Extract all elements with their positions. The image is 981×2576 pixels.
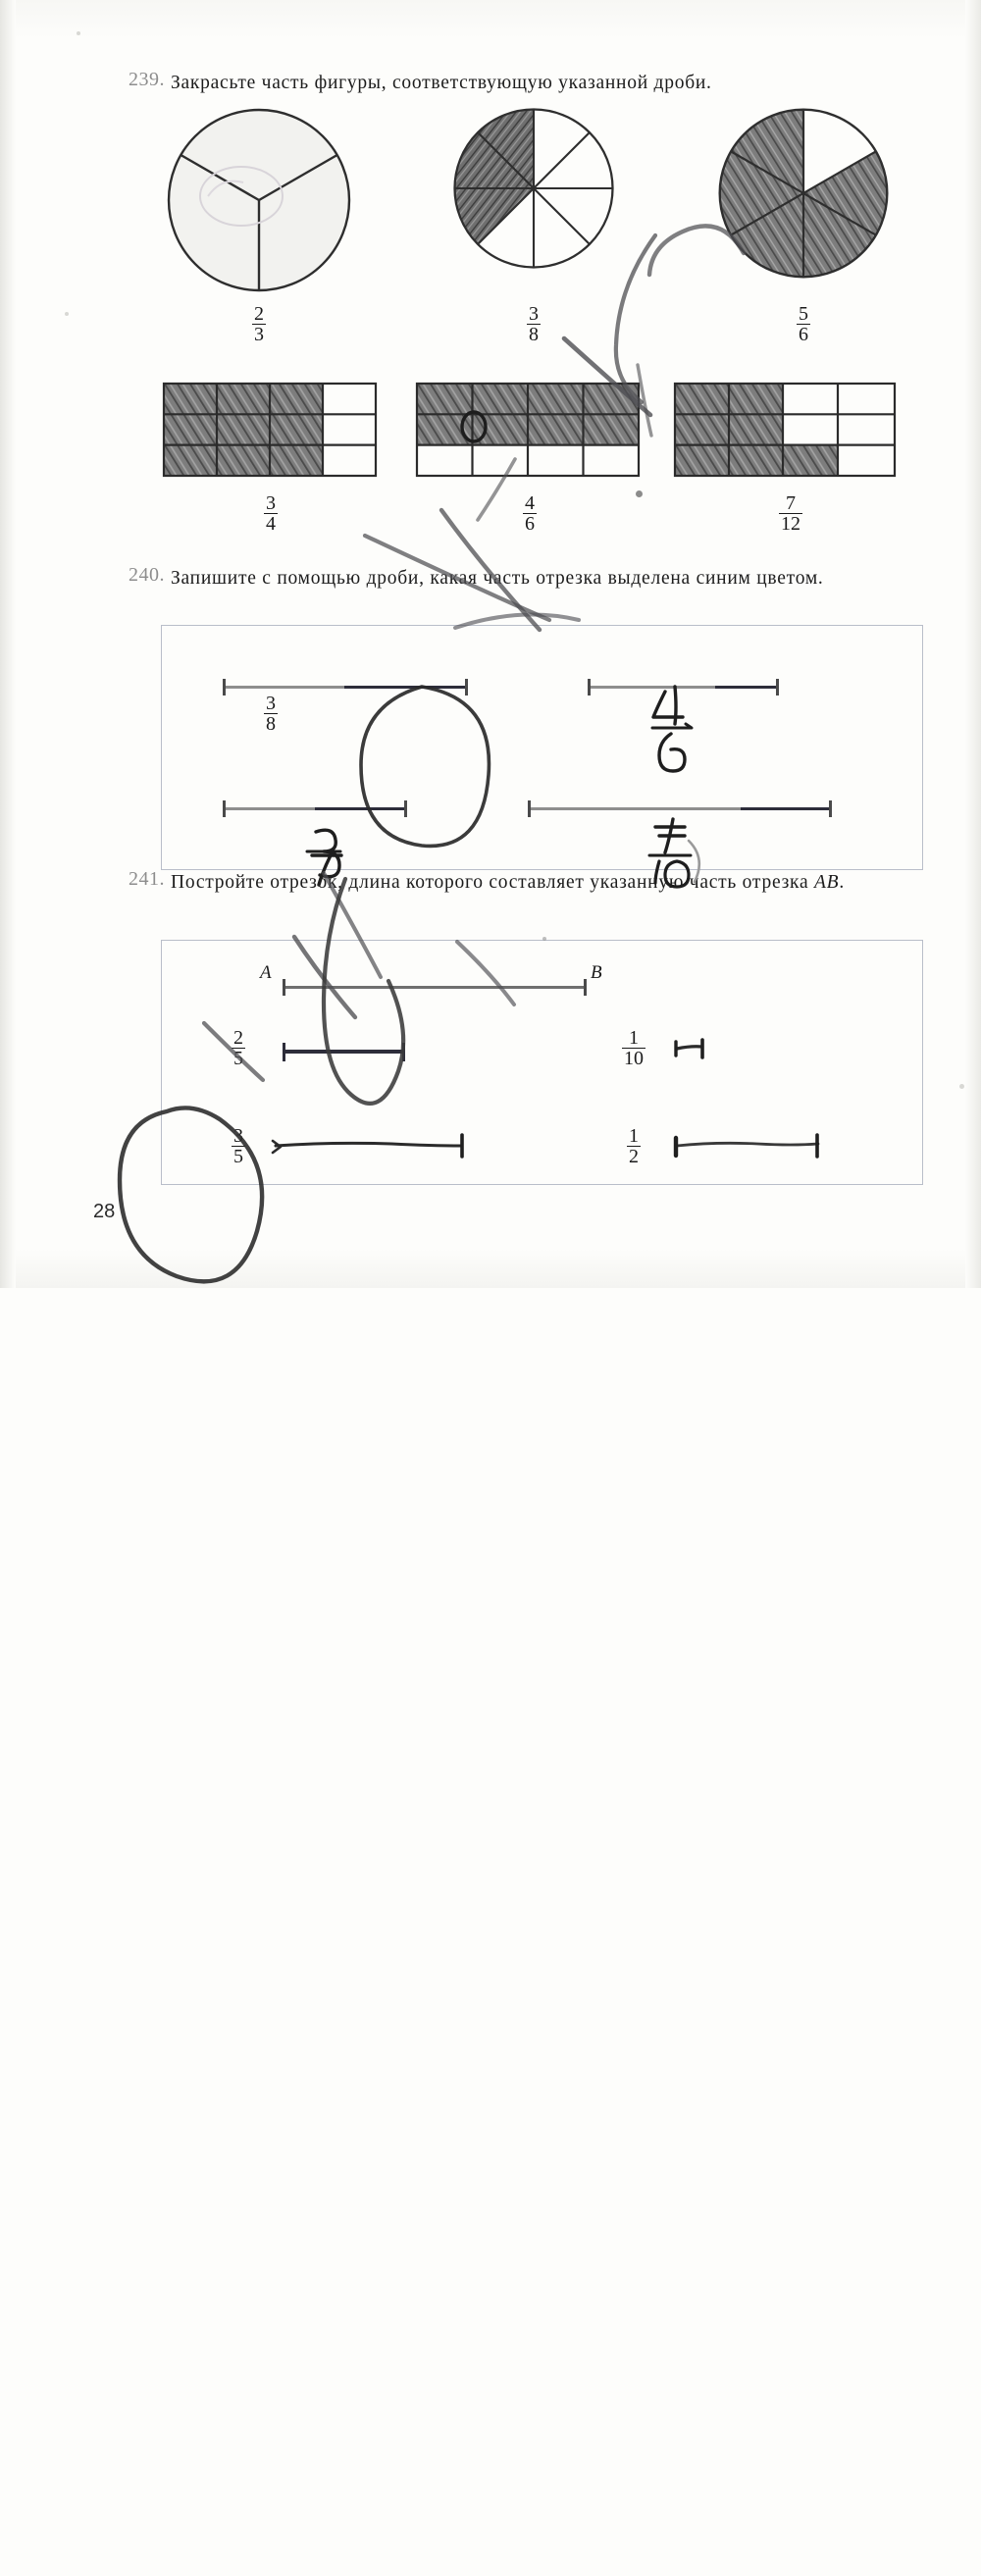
grid-cell: [162, 1458, 192, 1488]
grid-cell: [162, 2552, 192, 2576]
grid-cell: [162, 2127, 192, 2157]
task-240-number: 240.: [129, 564, 165, 586]
grid-cell: [162, 1427, 192, 1458]
segment-highlight: [344, 686, 468, 689]
grid-cell: [162, 626, 192, 656]
grid-cell: [162, 2370, 192, 2400]
fraction-label-3-8: $\frac{3}{8}$: [529, 303, 539, 346]
grid-paper-241: [161, 940, 923, 1185]
grid-cell: [162, 1184, 192, 1214]
grid-cell: [162, 747, 192, 778]
segment-tick-end: [776, 679, 779, 696]
grid-cell: [162, 1154, 192, 1184]
grid-cell: [162, 2035, 192, 2066]
segment-tick-end: [465, 679, 468, 696]
task-241-number: 241.: [129, 868, 165, 890]
grid-cell: [162, 1306, 192, 1336]
grid-cell: [162, 1579, 192, 1610]
point-label-b: B: [591, 962, 602, 983]
fraction-label-4-6: $\frac{4}{6}$: [525, 492, 535, 536]
grid-cell: [162, 1731, 192, 1762]
segment-highlight: [741, 807, 832, 810]
scan-speck: [542, 937, 546, 941]
segment-tick-start: [223, 800, 226, 817]
fraction-label-7-12: $\frac{7}{12}$: [781, 492, 800, 536]
grid-cell: [162, 900, 192, 930]
segment-ab-tick-b: [584, 979, 587, 996]
grid-cell: [162, 1214, 192, 1245]
grid-cell: [162, 1488, 192, 1519]
grid-cell: [162, 1397, 192, 1427]
segment-tick-end: [829, 800, 832, 817]
fraction-label-1-10: $\frac{1}{10}$: [624, 1027, 644, 1070]
grid-cell: [162, 1792, 192, 1823]
grid-cell: [162, 1671, 192, 1701]
segment-highlight: [715, 686, 779, 689]
scan-speck: [959, 1084, 964, 1089]
grid-cell: [162, 2005, 192, 2035]
segment-tick-start: [223, 679, 226, 696]
scan-speck: [636, 490, 643, 497]
figure-circle-sixths: [716, 106, 891, 281]
grid-cell: [162, 1093, 192, 1123]
grid-cell: [162, 1519, 192, 1549]
grid-cell: [162, 1062, 192, 1093]
grid-cell: [162, 2400, 192, 2431]
fraction-label-2-5: $\frac{2}{5}$: [233, 1027, 243, 1070]
grid-cell: [162, 1336, 192, 1366]
grid-cell: [162, 2218, 192, 2248]
grid-cell: [162, 1823, 192, 1853]
grid-cell: [162, 2279, 192, 2309]
task-241-text-part2: .: [839, 872, 845, 893]
grid-cell: [162, 2157, 192, 2188]
grid-cell: [162, 941, 192, 971]
scan-edge-right: [965, 0, 981, 1288]
grid-cell: [162, 2340, 192, 2370]
grid-cell: [162, 839, 192, 869]
grid-cell: [162, 2096, 192, 2127]
grid-cell: [162, 1032, 192, 1062]
task-241-text: [171, 868, 946, 897]
grid-cell: [162, 2522, 192, 2552]
page-number: 28: [93, 1201, 116, 1222]
grid-cell: [162, 1883, 192, 1914]
segment-ab-bar: [283, 986, 587, 989]
grid-cell: [162, 1275, 192, 1306]
grid-cell: [162, 1610, 192, 1640]
task-239-number: 239.: [129, 69, 165, 90]
segment-tick-end: [402, 1043, 405, 1061]
fraction-label-1-2: $\frac{1}{2}$: [629, 1125, 639, 1168]
grid-cell: [162, 1701, 192, 1731]
grid-cell: [162, 2188, 192, 2218]
grid-cell: [162, 2461, 192, 2492]
grid-cell: [162, 2492, 192, 2522]
grid-cell: [162, 1944, 192, 1975]
task-239-text: Закрасьте часть фигуры, соответствующую указанной дроби.: [171, 73, 712, 93]
figure-circle-eighths: [451, 106, 616, 271]
fraction-label-240-3-8: $\frac{3}{8}$: [266, 693, 276, 736]
segment-tick-end: [404, 800, 407, 817]
grid-cell: [162, 1002, 192, 1032]
grid-cell: [162, 656, 192, 687]
segment-base: [223, 686, 344, 689]
scan-edge-left: [0, 0, 16, 1288]
grid-paper-240: [161, 625, 923, 870]
grid-cell: [162, 1640, 192, 1671]
task-241-segment-name: AB: [814, 872, 840, 893]
grid-cell: [162, 1914, 192, 1944]
grid-cell: [162, 2309, 192, 2340]
grid-cell: [162, 1853, 192, 1883]
fraction-label-2-3: $\frac{2}{3}$: [254, 303, 264, 346]
grid-cell: [162, 1549, 192, 1579]
grid-cell: [162, 1245, 192, 1275]
grid-cell: [162, 2066, 192, 2096]
task-240-text: Запишите с помощью дроби, какая часть отрезка выделена синим цветом.: [171, 568, 824, 589]
grid-cell: [162, 1762, 192, 1792]
task-241-text-part1: Постройте отрезок, длина которого составляет указанную часть отрезка: [171, 872, 814, 893]
figure-rect-4-6: [416, 383, 640, 477]
segment-base: [223, 807, 315, 810]
segment-base: [588, 686, 715, 689]
grid-cell: [162, 808, 192, 839]
segment-tick-start: [283, 1043, 285, 1061]
grid-cell: [162, 687, 192, 717]
scan-speck: [65, 312, 69, 316]
segment-tick-start: [588, 679, 591, 696]
grid-cell: [162, 2248, 192, 2279]
segment-bar: [283, 1050, 405, 1054]
figure-rect-3-4: [163, 383, 377, 477]
figure-circle-thirds: [165, 106, 353, 294]
fraction-label-5-6: $\frac{5}{6}$: [799, 303, 808, 346]
grid-cell: [162, 1123, 192, 1154]
grid-cell: [162, 1975, 192, 2005]
point-label-a: A: [260, 962, 272, 983]
segment-tick-start: [528, 800, 531, 817]
grid-cell: [162, 717, 192, 747]
fraction-label-3-5: $\frac{3}{5}$: [233, 1125, 243, 1168]
segment-highlight: [315, 807, 407, 810]
scan-speck: [77, 31, 80, 35]
grid-cell: [162, 2431, 192, 2461]
segment-base: [528, 807, 741, 810]
segment-ab-tick-a: [283, 979, 285, 996]
grid-cell: [162, 971, 192, 1002]
figure-rect-7-12: [674, 383, 896, 477]
fraction-label-3-4: $\frac{3}{4}$: [266, 492, 276, 536]
grid-cell: [162, 778, 192, 808]
grid-cell: [162, 1366, 192, 1397]
